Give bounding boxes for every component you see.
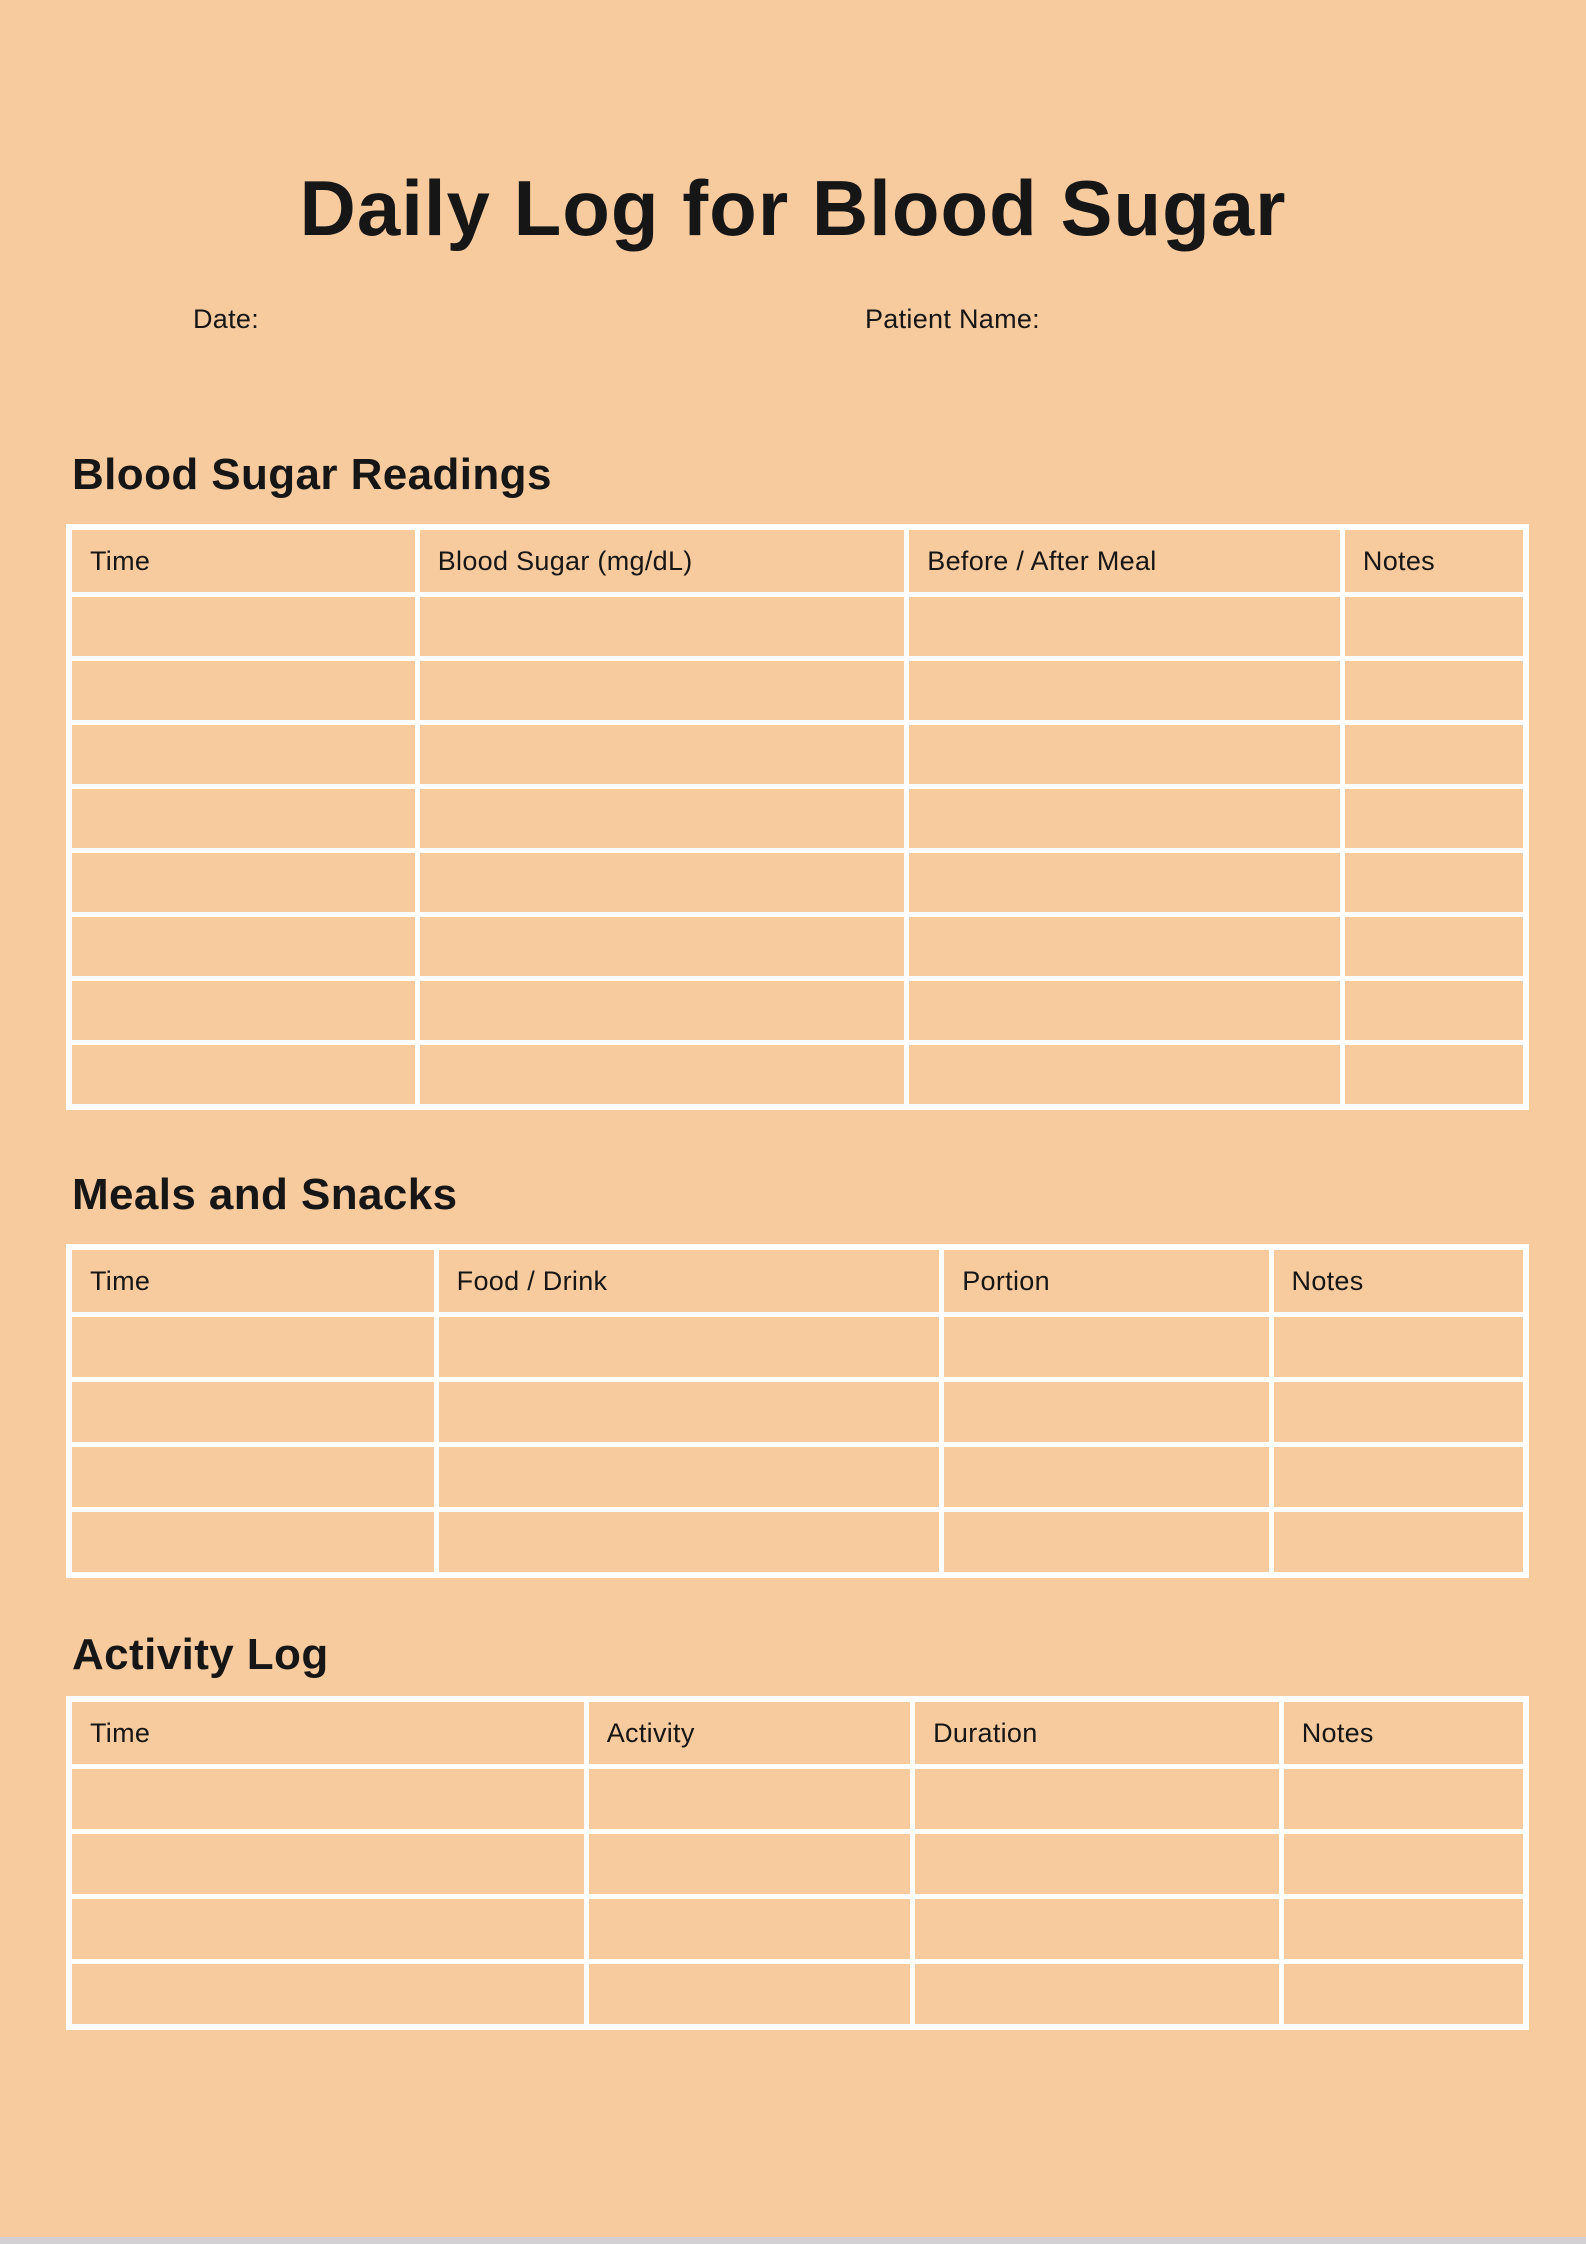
fill-in-cell[interactable] <box>69 1510 436 1576</box>
column-header: Food / Drink <box>436 1247 942 1315</box>
fill-in-cell[interactable] <box>69 1832 586 1897</box>
meta-row <box>0 304 1586 340</box>
fill-in-cell[interactable] <box>1342 595 1526 659</box>
patient-name-label: Patient Name: <box>865 304 1040 334</box>
column-header: Notes <box>1271 1247 1526 1315</box>
fill-in-cell[interactable] <box>436 1315 942 1380</box>
column-header: Time <box>69 527 417 595</box>
column-header: Time <box>69 1699 586 1767</box>
column-header: Portion <box>942 1247 1271 1315</box>
fill-in-cell[interactable] <box>1342 979 1526 1043</box>
fill-in-cell[interactable] <box>69 659 417 723</box>
page-title: Daily Log for Blood Sugar <box>299 164 1287 252</box>
fill-in-cell[interactable] <box>69 1445 436 1510</box>
table-row <box>69 787 1526 851</box>
section-title-blood-sugar-readings: Blood Sugar Readings <box>72 450 552 499</box>
column-header: Time <box>69 1247 436 1315</box>
fill-in-cell[interactable] <box>69 851 417 915</box>
activity-log-table <box>66 1696 1529 2030</box>
table-row <box>69 1897 1526 1962</box>
fill-in-cell[interactable] <box>1271 1445 1526 1510</box>
fill-in-cell[interactable] <box>1281 1832 1526 1897</box>
fill-in-cell[interactable] <box>1342 723 1526 787</box>
fill-in-cell[interactable] <box>1342 1043 1526 1108</box>
header-row <box>69 527 1526 595</box>
table-row <box>69 851 1526 915</box>
fill-in-cell[interactable] <box>942 1445 1271 1510</box>
meals-and-snacks-table <box>66 1244 1529 1578</box>
fill-in-cell[interactable] <box>436 1380 942 1445</box>
table-row <box>69 1315 1526 1380</box>
fill-in-cell[interactable] <box>913 1767 1282 1832</box>
column-header: Notes <box>1342 527 1526 595</box>
fill-in-cell[interactable] <box>69 1380 436 1445</box>
fill-in-cell[interactable] <box>417 915 907 979</box>
fill-in-cell[interactable] <box>1281 1767 1526 1832</box>
section-meals-and-snacks <box>0 1170 1586 1578</box>
fill-in-cell[interactable] <box>907 915 1343 979</box>
fill-in-cell[interactable] <box>69 1897 586 1962</box>
table-row <box>69 1767 1526 1832</box>
fill-in-cell[interactable] <box>69 1043 417 1108</box>
fill-in-cell[interactable] <box>907 595 1343 659</box>
fill-in-cell[interactable] <box>436 1445 942 1510</box>
fill-in-cell[interactable] <box>942 1510 1271 1576</box>
column-header: Activity <box>586 1699 912 1767</box>
fill-in-cell[interactable] <box>417 979 907 1043</box>
fill-in-cell[interactable] <box>586 1832 912 1897</box>
fill-in-cell[interactable] <box>417 659 907 723</box>
fill-in-cell[interactable] <box>1342 659 1526 723</box>
fill-in-cell[interactable] <box>69 723 417 787</box>
fill-in-cell[interactable] <box>69 915 417 979</box>
section-blood-sugar-readings <box>0 450 1586 1110</box>
section-title-activity-log: Activity Log <box>72 1630 329 1679</box>
page-bottom-edge <box>0 2237 1586 2244</box>
fill-in-cell[interactable] <box>417 723 907 787</box>
fill-in-cell[interactable] <box>907 723 1343 787</box>
column-header: Blood Sugar (mg/dL) <box>417 527 907 595</box>
fill-in-cell[interactable] <box>913 1962 1282 2028</box>
table-row <box>69 723 1526 787</box>
fill-in-cell[interactable] <box>69 1962 586 2028</box>
fill-in-cell[interactable] <box>586 1897 912 1962</box>
fill-in-cell[interactable] <box>69 1315 436 1380</box>
fill-in-cell[interactable] <box>913 1832 1282 1897</box>
table-row <box>69 1510 1526 1576</box>
fill-in-cell[interactable] <box>1342 787 1526 851</box>
fill-in-cell[interactable] <box>907 1043 1343 1108</box>
fill-in-cell[interactable] <box>586 1767 912 1832</box>
fill-in-cell[interactable] <box>1271 1380 1526 1445</box>
fill-in-cell[interactable] <box>1271 1315 1526 1380</box>
header-row <box>69 1699 1526 1767</box>
table-row <box>69 659 1526 723</box>
table-row <box>69 1962 1526 2028</box>
fill-in-cell[interactable] <box>69 787 417 851</box>
fill-in-cell[interactable] <box>69 1767 586 1832</box>
section-activity-log <box>0 1630 1586 2030</box>
header-row <box>69 1247 1526 1315</box>
fill-in-cell[interactable] <box>913 1897 1282 1962</box>
table-row <box>69 979 1526 1043</box>
fill-in-cell[interactable] <box>907 787 1343 851</box>
column-header: Duration <box>913 1699 1282 1767</box>
fill-in-cell[interactable] <box>436 1510 942 1576</box>
table-row <box>69 1832 1526 1897</box>
fill-in-cell[interactable] <box>586 1962 912 2028</box>
fill-in-cell[interactable] <box>69 595 417 659</box>
fill-in-cell[interactable] <box>942 1315 1271 1380</box>
fill-in-cell[interactable] <box>417 851 907 915</box>
fill-in-cell[interactable] <box>1281 1897 1526 1962</box>
column-header: Before / After Meal <box>907 527 1343 595</box>
fill-in-cell[interactable] <box>417 787 907 851</box>
fill-in-cell[interactable] <box>942 1380 1271 1445</box>
section-title-meals-and-snacks: Meals and Snacks <box>72 1170 458 1219</box>
fill-in-cell[interactable] <box>417 1043 907 1108</box>
fill-in-cell[interactable] <box>1281 1962 1526 2028</box>
blood-sugar-readings-table <box>66 524 1529 1110</box>
fill-in-cell[interactable] <box>417 595 907 659</box>
fill-in-cell[interactable] <box>1342 915 1526 979</box>
table-row <box>69 1445 1526 1510</box>
fill-in-cell[interactable] <box>907 851 1343 915</box>
column-header: Notes <box>1281 1699 1526 1767</box>
fill-in-cell[interactable] <box>69 979 417 1043</box>
fill-in-cell[interactable] <box>1342 851 1526 915</box>
table-row <box>69 1380 1526 1445</box>
table-row <box>69 1043 1526 1108</box>
date-label: Date: <box>193 304 260 334</box>
fill-in-cell[interactable] <box>907 979 1343 1043</box>
table-row <box>69 595 1526 659</box>
table-row <box>69 915 1526 979</box>
fill-in-cell[interactable] <box>907 659 1343 723</box>
fill-in-cell[interactable] <box>1271 1510 1526 1576</box>
